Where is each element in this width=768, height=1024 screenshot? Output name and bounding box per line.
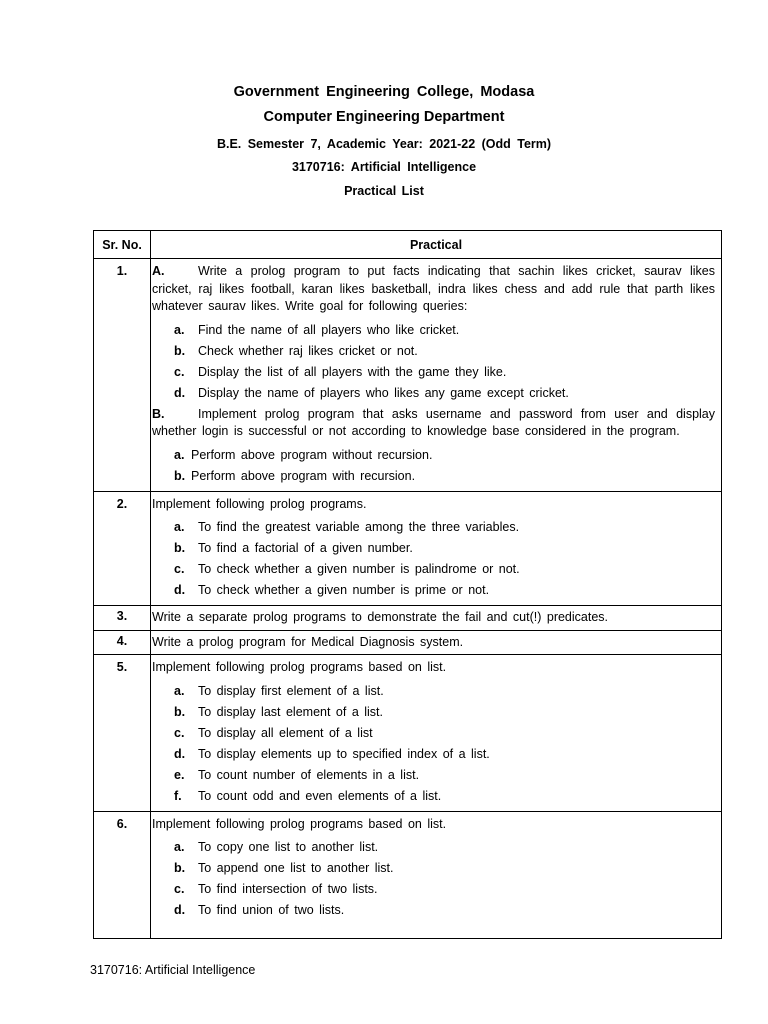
item-text: To check whether a given number is prime or not.: [198, 583, 490, 597]
item-marker: b.: [174, 861, 186, 875]
item-text: To display elements up to specified index of a list.: [198, 746, 490, 761]
item-text: To display all element of a list: [198, 725, 373, 740]
item-text: To count odd and even elements of a list.: [198, 788, 442, 803]
list-item: [152, 837, 715, 858]
list-item: [152, 786, 715, 807]
item-text: To append one list to another list.: [198, 861, 394, 875]
sr-no: 1.: [94, 259, 151, 492]
item-marker: b.: [174, 343, 186, 358]
item-marker: a.: [174, 683, 185, 698]
item-text: To find a factorial of a given number.: [198, 541, 413, 555]
list-item: [152, 744, 715, 765]
part-b-text: Implement prolog program that asks username and password from user and display whether login is successful or not according to knowledge base considered in the program.: [152, 406, 715, 438]
practical-intro: Write a prolog program for Medical Diagnosis system.: [152, 634, 464, 649]
item-marker: b.: [174, 541, 186, 555]
item-marker: b.: [174, 704, 186, 719]
item-text: To copy one list to another list.: [198, 840, 379, 854]
department-name: Computer Engineering Department: [263, 109, 505, 125]
practical-cell: [151, 259, 722, 492]
practical-cell: [151, 655, 722, 812]
list-item: [152, 341, 715, 362]
practical-header: Practical: [151, 231, 722, 259]
table-row: [94, 491, 722, 606]
item-text: To display last element of a list.: [198, 704, 383, 719]
item-marker: a.: [174, 840, 185, 854]
list-item: [152, 723, 715, 744]
item-text: Find the name of all players who like cricket.: [198, 322, 460, 337]
item-text: Perform above program without recursion.: [191, 447, 433, 462]
item-text: To find the greatest variable among the three variables.: [198, 520, 520, 534]
subject-line: 3170716: Artificial Intelligence: [291, 160, 477, 174]
practical-items: [152, 837, 715, 921]
item-marker: c.: [174, 882, 185, 896]
item-text: To check whether a given number is palindrome or not.: [198, 562, 520, 576]
sr-no: 4.: [94, 630, 151, 655]
part-a-text: Write a prolog program to put facts indicating that sachin likes cricket, saurav likes cricket, raj likes football, karan likes basketball, indra likes chess and add rule that parth likes whatever saurav likes. Write goal for following queries:: [152, 264, 715, 313]
item-text: Check whether raj likes cricket or not.: [198, 343, 418, 358]
item-text: To count number of elements in a list.: [198, 767, 420, 782]
sr-no: 2.: [94, 491, 151, 606]
item-marker: b.: [174, 468, 186, 483]
list-item: [152, 559, 715, 580]
item-marker: d.: [174, 385, 186, 400]
sr-no: 3.: [94, 606, 151, 631]
item-marker: a.: [174, 520, 185, 534]
practical-cell: [151, 606, 722, 631]
item-marker: a.: [174, 447, 185, 462]
list-item: [152, 538, 715, 559]
item-marker: f.: [174, 788, 182, 803]
item-marker: e.: [174, 767, 185, 782]
college-name: Government Engineering College, Modasa: [233, 84, 535, 100]
practical-cell: [151, 811, 722, 938]
item-marker: d.: [174, 583, 186, 597]
item-marker: a.: [174, 322, 185, 337]
practical-intro: Write a separate prolog programs to demonstrate the fail and cut(!) predicates.: [152, 610, 609, 624]
item-marker: c.: [174, 562, 185, 576]
semester-line: B.E. Semester 7, Academic Year: 2021-22 (Odd Term): [216, 137, 552, 151]
list-item: [152, 517, 715, 538]
item-text: To find union of two lists.: [198, 903, 345, 917]
item-marker: d.: [174, 903, 186, 917]
part-a-items: [152, 320, 715, 404]
item-marker: d.: [174, 746, 186, 761]
page-footer: 3170716: Artificial Intelligence: [90, 963, 256, 977]
practical-table: [93, 230, 722, 939]
part-b-items: [152, 445, 715, 487]
practical-intro: Implement following prolog programs.: [152, 496, 367, 511]
practical-cell: [151, 630, 722, 655]
item-text: To display first element of a list.: [198, 683, 384, 698]
list-item: [152, 445, 715, 466]
list-item: [152, 681, 715, 702]
item-marker: c.: [174, 725, 185, 740]
part-b-label: B.: [152, 406, 165, 421]
list-title: Practical List: [344, 184, 424, 198]
table-header-row: [94, 231, 722, 259]
list-item: [152, 702, 715, 723]
list-item: [152, 879, 715, 900]
sr-no: 6.: [94, 811, 151, 938]
practical-cell: [151, 491, 722, 606]
list-item: [152, 320, 715, 341]
item-text: Display the name of players who likes any game except cricket.: [198, 385, 569, 400]
item-text: To find intersection of two lists.: [198, 882, 378, 896]
item-text: Perform above program with recursion.: [191, 468, 416, 483]
list-item: [152, 765, 715, 786]
list-item: [152, 383, 715, 404]
practical-items: [152, 517, 715, 601]
list-item: [152, 580, 715, 601]
table-row: [94, 630, 722, 655]
list-item: [152, 362, 715, 383]
list-item: [152, 900, 715, 921]
list-item: [152, 466, 715, 487]
part-a-label: A.: [152, 264, 165, 278]
table-row: [94, 655, 722, 812]
table-row: [94, 259, 722, 492]
table-row: [94, 606, 722, 631]
practical-items: [152, 681, 715, 807]
practical-intro: Implement following prolog programs based on list.: [152, 660, 447, 674]
table-row: [94, 811, 722, 938]
part-a-paragraph: [152, 263, 715, 316]
sr-no: 5.: [94, 655, 151, 812]
item-marker: c.: [174, 364, 185, 379]
part-b-paragraph: [152, 406, 715, 441]
item-text: Display the list of all players with the game they like.: [198, 364, 507, 379]
practical-intro: Implement following prolog programs based on list.: [152, 816, 447, 831]
list-item: [152, 858, 715, 879]
sr-no-header: Sr. No.: [94, 231, 151, 259]
